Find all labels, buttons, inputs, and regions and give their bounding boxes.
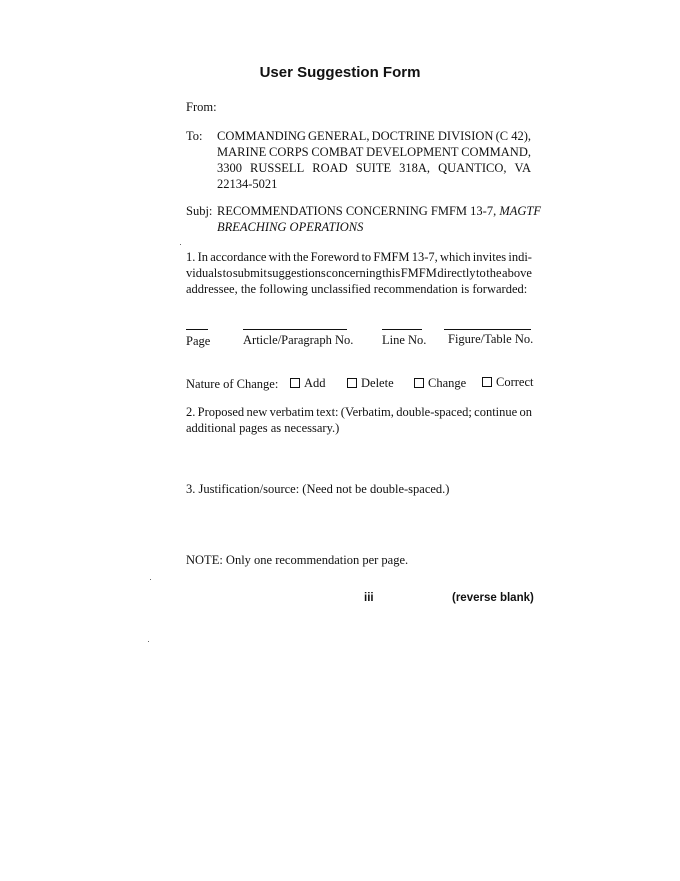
- para2-word: new: [246, 405, 268, 419]
- to-word: QUANTICO,: [438, 161, 507, 175]
- para2-word: continue: [474, 405, 518, 419]
- to-word: COMMAND,: [461, 145, 531, 159]
- para2-word: (Verbatim,: [340, 405, 394, 419]
- to-word: RUSSELL: [250, 161, 305, 175]
- subj-label: Subj:: [186, 204, 213, 218]
- para1-word: FMFM: [400, 266, 437, 280]
- para1-word: 1.: [186, 250, 196, 264]
- nature-of-change-label: Nature of Change:: [186, 377, 279, 391]
- to-address: [217, 128, 531, 192]
- para1-word: In: [197, 250, 209, 264]
- reverse-blank-note: (reverse blank): [452, 592, 534, 604]
- to-line-3: [217, 160, 531, 176]
- to-word: VA: [514, 161, 531, 175]
- para2-word: Proposed: [197, 405, 245, 419]
- delete-checkbox[interactable]: [347, 378, 357, 388]
- para2-word: text:: [316, 405, 339, 419]
- subj-italic-title: MAGTF: [499, 204, 541, 218]
- para1-word: with: [268, 250, 291, 264]
- from-label: From:: [186, 100, 217, 114]
- add-label: Add: [304, 376, 326, 390]
- line-field-label: Line No.: [382, 333, 427, 347]
- form-title: User Suggestion Form: [259, 64, 421, 81]
- to-word: 318A,: [399, 161, 431, 175]
- to-word: SUITE: [355, 161, 392, 175]
- para2-line-2: additional pages as necessary.): [186, 421, 340, 435]
- para2-word: on: [519, 405, 532, 419]
- to-word: 3300: [217, 161, 242, 175]
- scan-speck: [180, 244, 181, 245]
- to-word: DOCTRINE DIVISION: [371, 129, 494, 143]
- change-label: Change: [428, 376, 467, 390]
- option-correct[interactable]: [482, 374, 533, 390]
- para1-word: directly: [437, 266, 476, 280]
- to-word: DEVELOPMENT: [366, 145, 459, 159]
- article-blank[interactable]: [243, 329, 347, 330]
- note-text: NOTE: Only one recommendation per page.: [186, 553, 409, 567]
- add-checkbox[interactable]: [290, 378, 300, 388]
- figure-blank[interactable]: [444, 329, 531, 330]
- subj-line-2: BREACHING OPERATIONS: [217, 220, 364, 234]
- line-blank[interactable]: [382, 329, 422, 330]
- para1-word: 13-7,: [411, 250, 438, 264]
- paragraph-2: [186, 404, 532, 436]
- option-add[interactable]: [290, 375, 326, 391]
- para2-line-1: [186, 404, 532, 420]
- to-word: COMBAT: [311, 145, 364, 159]
- para1-line-1: [186, 249, 532, 265]
- paragraph-3: 3. Justification/source: (Need not be double-spaced.): [186, 482, 450, 496]
- scan-speck: [150, 579, 151, 580]
- to-line-2: [217, 144, 531, 160]
- change-checkbox[interactable]: [414, 378, 424, 388]
- page-blank[interactable]: [186, 329, 208, 330]
- para1-word: accordance: [210, 250, 267, 264]
- to-line-1: [217, 128, 531, 144]
- para2-word: double-spaced;: [396, 405, 472, 419]
- para1-word: concerning: [326, 266, 382, 280]
- correct-checkbox[interactable]: [482, 377, 492, 387]
- para1-word: invites: [472, 250, 507, 264]
- to-word: CORPS: [269, 145, 309, 159]
- delete-label: Delete: [361, 376, 394, 390]
- para1-word: to: [222, 266, 233, 280]
- subj-text: RECOMMENDATIONS CONCERNING FMFM 13-7,: [217, 204, 497, 218]
- para1-word: FMFM: [373, 250, 410, 264]
- scan-speck: [148, 641, 149, 642]
- to-line-4: 22134-5021: [217, 177, 278, 191]
- para1-word: which: [440, 250, 471, 264]
- article-field-label: Article/Paragraph No.: [243, 333, 354, 347]
- para1-word: the: [486, 266, 502, 280]
- para1-word: indi-: [508, 250, 532, 264]
- paragraph-1: [186, 249, 532, 297]
- subj-line-1: [217, 203, 541, 219]
- para1-line-3: addressee, the following unclassified recommendation is forwarded:: [186, 282, 528, 296]
- to-word: MARINE: [217, 145, 267, 159]
- to-word: (C 42),: [495, 129, 531, 143]
- para1-line-2: [186, 265, 532, 281]
- page-field-label: Page: [186, 334, 211, 348]
- para2-word: verbatim: [269, 405, 315, 419]
- page-number: iii: [364, 592, 374, 604]
- correct-label: Correct: [496, 375, 534, 389]
- para1-word: the: [293, 250, 309, 264]
- to-word: COMMANDING: [217, 129, 306, 143]
- para1-word: suggestions: [267, 266, 326, 280]
- to-word: GENERAL,: [308, 129, 370, 143]
- figure-field-label: Figure/Table No.: [448, 332, 534, 346]
- para1-word: to: [361, 250, 372, 264]
- para1-word: to: [476, 266, 486, 280]
- option-change[interactable]: [414, 375, 466, 391]
- para2-word: 2.: [186, 405, 196, 419]
- to-label: To:: [186, 129, 203, 143]
- para1-word: above: [502, 266, 532, 280]
- para1-word: submit: [232, 266, 267, 280]
- para1-word: Foreword: [310, 250, 360, 264]
- para1-word: viduals: [186, 266, 223, 280]
- to-word: ROAD: [312, 161, 348, 175]
- para1-word: this: [382, 266, 401, 280]
- option-delete[interactable]: [347, 375, 394, 391]
